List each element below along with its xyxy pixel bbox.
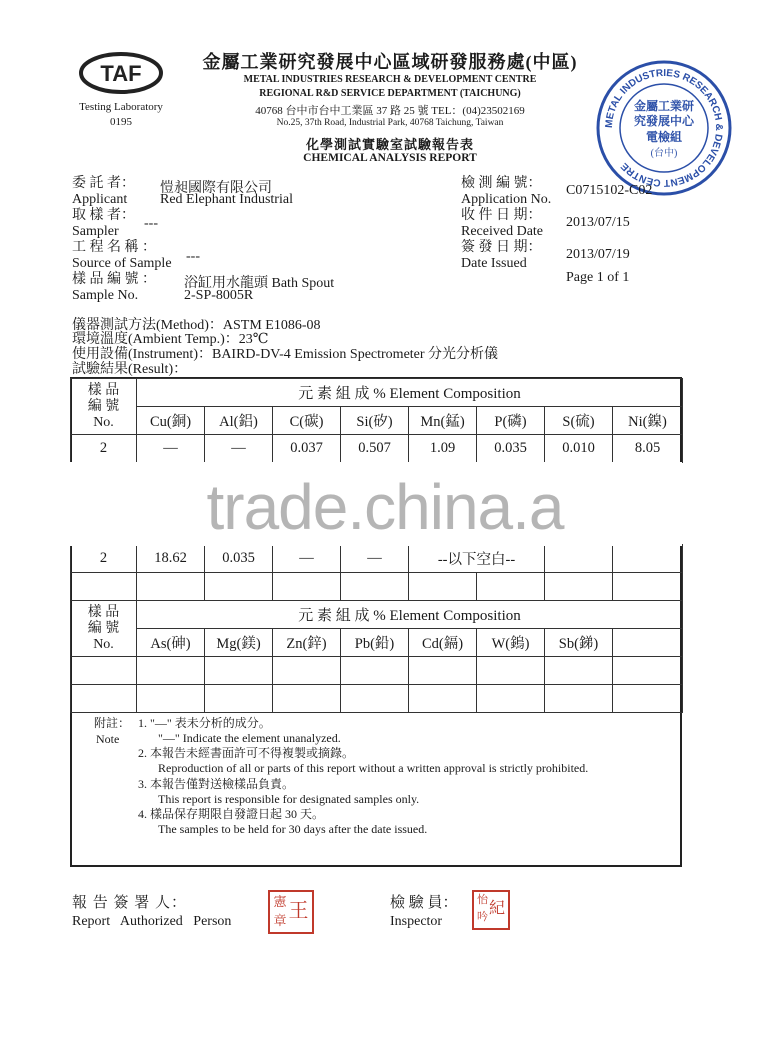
row1-mn: 1.09 bbox=[409, 435, 477, 463]
empty-cell bbox=[409, 685, 477, 713]
empty-cell bbox=[613, 573, 683, 601]
t2-sample-no-header-2: 編 號 bbox=[87, 620, 120, 636]
element-si: Si(矽) bbox=[341, 407, 409, 435]
element-cu: Cu(銅) bbox=[137, 407, 205, 435]
source-value: --- bbox=[186, 249, 200, 264]
composition-table-1 bbox=[70, 378, 683, 463]
applicant-value-en: Red Elephant Industrial bbox=[160, 192, 293, 207]
empty-cell bbox=[477, 573, 545, 601]
watermark-text: trade.china.a bbox=[206, 471, 564, 543]
note-3-cn: 3. 本報告僅對送檢樣品負責。 bbox=[138, 777, 295, 791]
sample-no-header bbox=[71, 379, 137, 435]
authorized-label-cn: 報 告 簽 署 人： bbox=[72, 895, 188, 911]
sample-value-desc: 浴缸用水龍頭 Bath Spout bbox=[184, 276, 335, 291]
temp-line: 環境溫度(Ambient Temp.)：23℃ bbox=[72, 332, 269, 347]
element-as: As(砷) bbox=[137, 629, 205, 657]
element-mg: Mg(鎂) bbox=[205, 629, 273, 657]
note-4-cn: 4. 樣品保存期限自發證日起 30 天。 bbox=[138, 807, 325, 821]
composition-table-2 bbox=[70, 600, 683, 713]
empty-cell bbox=[137, 685, 205, 713]
row1-al: — bbox=[205, 435, 273, 463]
row2-end-marker: --以下空白-- bbox=[409, 545, 545, 573]
report-title-en: CHEMICAL ANALYSIS REPORT bbox=[303, 152, 477, 164]
element-cd: Cd(鎘) bbox=[409, 629, 477, 657]
empty-cell bbox=[545, 657, 613, 685]
received-value: 2013/07/15 bbox=[566, 215, 630, 230]
element-blank bbox=[613, 629, 683, 657]
source-label-en: Source of Sample bbox=[72, 256, 172, 271]
row2-empty-2 bbox=[613, 545, 683, 573]
taf-logo-text: TAF bbox=[100, 61, 142, 86]
applicant-value-cn: 愷昶國際有限公司 bbox=[160, 181, 272, 196]
inspector-label-en: Inspector bbox=[390, 914, 443, 929]
inspector-label-cn: 檢 驗 員： bbox=[390, 895, 458, 911]
authorized-stamp bbox=[268, 890, 314, 934]
empty-cell bbox=[409, 573, 477, 601]
element-c: C(碳) bbox=[273, 407, 341, 435]
empty-cell bbox=[545, 685, 613, 713]
composition-title-2: 元 素 組 成 % Element Composition bbox=[137, 601, 683, 629]
empty-cell bbox=[613, 685, 683, 713]
sample-label-en: Sample No. bbox=[72, 288, 139, 303]
stamp1-b: 章 bbox=[273, 913, 287, 928]
address-en: No.25, 37th Road, Industrial Park, 40768 Taichung, Taiwan bbox=[276, 118, 504, 128]
note-4-en: The samples to be held for 30 days after the date issued. bbox=[158, 822, 428, 836]
sampler-label-cn: 取 樣 者： bbox=[72, 208, 135, 223]
empty-cell bbox=[71, 573, 137, 601]
element-sb: Sb(銻) bbox=[545, 629, 613, 657]
sample-no-header-3: No. bbox=[93, 414, 114, 430]
official-seal bbox=[594, 58, 734, 198]
t2-sample-no-header-1: 樣 品 bbox=[87, 604, 120, 620]
stamp2-a: 怡 bbox=[476, 894, 488, 906]
empty-cell bbox=[273, 573, 341, 601]
result-line: 試驗結果(Result)： bbox=[72, 362, 188, 377]
t2-sample-no-header-3: No. bbox=[93, 636, 114, 652]
empty-cell bbox=[137, 573, 205, 601]
seal-line-3: 電檢組 bbox=[645, 130, 683, 144]
empty-cell bbox=[409, 657, 477, 685]
empty-cell bbox=[341, 685, 409, 713]
received-label-en: Received Date bbox=[461, 224, 544, 239]
taf-logo bbox=[78, 50, 164, 96]
empty-cell bbox=[477, 657, 545, 685]
org-name-en-1: METAL INDUSTRIES RESEARCH & DEVELOPMENT CENTRE bbox=[243, 74, 537, 85]
sample-value-no: 2-SP-8005R bbox=[184, 288, 254, 303]
row1-sample-no: 2 bbox=[71, 435, 137, 463]
stamp2-b: 吟 bbox=[476, 911, 488, 923]
sample-no-header-1: 樣 品 bbox=[87, 382, 120, 398]
empty-cell bbox=[341, 657, 409, 685]
note-3-en: This report is responsible for designated samples only. bbox=[158, 792, 420, 806]
element-al: Al(鋁) bbox=[205, 407, 273, 435]
composition-table-1-lower bbox=[70, 544, 683, 601]
source-label-cn: 工 程 名 稱 ： bbox=[72, 240, 156, 255]
empty-cell bbox=[341, 573, 409, 601]
lab-label-text: Testing Laboratory bbox=[79, 101, 163, 113]
row2-empty-1 bbox=[545, 545, 613, 573]
issued-label-cn: 簽 發 日 期： bbox=[461, 240, 542, 255]
sampler-value: --- bbox=[144, 216, 158, 231]
sampler-label-en: Sampler bbox=[72, 224, 119, 239]
seal-line-2: 究發展中心 bbox=[633, 114, 695, 128]
element-p: P(磷) bbox=[477, 407, 545, 435]
row1-si: 0.507 bbox=[341, 435, 409, 463]
notes-label-en: Note bbox=[96, 732, 120, 746]
empty-cell bbox=[273, 685, 341, 713]
authorized-label-en: Report Authorized Person bbox=[72, 914, 232, 929]
element-zn: Zn(鋅) bbox=[273, 629, 341, 657]
row2-col2: 0.035 bbox=[205, 545, 273, 573]
page-number: Page 1 of 1 bbox=[566, 270, 630, 285]
empty-cell bbox=[273, 657, 341, 685]
lab-label bbox=[66, 100, 176, 130]
seal-ring-text: METAL INDUSTRIES RESEARCH & DEVELOPMENT CENTRE bbox=[603, 67, 725, 189]
inspector-stamp bbox=[472, 890, 510, 930]
empty-cell bbox=[205, 573, 273, 601]
issued-value: 2013/07/19 bbox=[566, 247, 630, 262]
appno-value: C0715102-C02 bbox=[566, 183, 653, 198]
empty-cell bbox=[71, 685, 137, 713]
empty-cell bbox=[205, 685, 273, 713]
row1-s: 0.010 bbox=[545, 435, 613, 463]
row1-c: 0.037 bbox=[273, 435, 341, 463]
sample-label-cn: 樣 品 編 號 ： bbox=[72, 272, 156, 287]
appno-label-en: Application No. bbox=[461, 192, 552, 207]
sample-no-header-2 bbox=[71, 601, 137, 657]
stamp1-a: 憲 bbox=[273, 894, 287, 909]
empty-cell bbox=[545, 573, 613, 601]
received-label-cn: 收 件 日 期： bbox=[461, 208, 542, 223]
org-name-en-2: REGIONAL R&D SERVICE DEPARTMENT (TAICHUNG) bbox=[259, 88, 521, 99]
row2-sample-no: 2 bbox=[71, 545, 137, 573]
row1-ni: 8.05 bbox=[613, 435, 683, 463]
row1-p: 0.035 bbox=[477, 435, 545, 463]
note-2-en: Reproduction of all or parts of this report without a written approval is strictly prohibited. bbox=[158, 761, 589, 775]
note-1-cn: 1. "—" 表未分析的成分。 bbox=[138, 716, 271, 730]
row1-cu: — bbox=[137, 435, 205, 463]
element-pb: Pb(鉛) bbox=[341, 629, 409, 657]
seal-line-4: (台中) bbox=[650, 148, 678, 159]
seal-line-1: 金屬工業研 bbox=[633, 99, 695, 113]
row2-col3: — bbox=[273, 545, 341, 573]
note-1-en: "—" Indicate the element unanalyzed. bbox=[158, 731, 341, 745]
sample-no-header-2: 編 號 bbox=[87, 398, 120, 414]
report-title-cn: 化學測試實驗室試驗報告表 bbox=[305, 137, 474, 152]
applicant-label-en: Applicant bbox=[72, 192, 128, 207]
row2-col4: — bbox=[341, 545, 409, 573]
element-mn: Mn(錳) bbox=[409, 407, 477, 435]
note-2-cn: 2. 本報告未經書面許可不得複製或摘錄。 bbox=[138, 746, 355, 760]
empty-cell bbox=[137, 657, 205, 685]
element-s: S(硫) bbox=[545, 407, 613, 435]
lab-number: 0195 bbox=[110, 116, 132, 128]
org-name-cn: 金屬工業研究發展中心區域研發服務處(中區) bbox=[202, 52, 578, 72]
stamp1-c: 王 bbox=[288, 900, 309, 922]
address-cn: 40768 台中市台中工業區 37 路 25 號 TEL：(04)23502169 bbox=[255, 105, 525, 117]
element-w: W(鎢) bbox=[477, 629, 545, 657]
notes-label-cn: 附註： bbox=[94, 716, 131, 730]
issued-label-en: Date Issued bbox=[461, 256, 527, 271]
instrument-line: 使用設備(Instrument)：BAIRD-DV-4 Emission Spectrometer 分光分析儀 bbox=[72, 347, 499, 362]
element-ni: Ni(鎳) bbox=[613, 407, 683, 435]
row2-ni-cont: 18.62 bbox=[137, 545, 205, 573]
applicant-label-cn: 委 託 者： bbox=[72, 176, 135, 191]
stamp2-c: 紀 bbox=[488, 900, 505, 917]
empty-cell bbox=[205, 657, 273, 685]
method-line: 儀器測試方法(Method)：ASTM E1086-08 bbox=[72, 318, 321, 333]
appno-label-cn: 檢 測 編 號： bbox=[461, 176, 542, 191]
empty-cell bbox=[71, 657, 137, 685]
composition-title: 元 素 組 成 % Element Composition bbox=[137, 379, 683, 407]
empty-cell bbox=[477, 685, 545, 713]
empty-cell bbox=[613, 657, 683, 685]
